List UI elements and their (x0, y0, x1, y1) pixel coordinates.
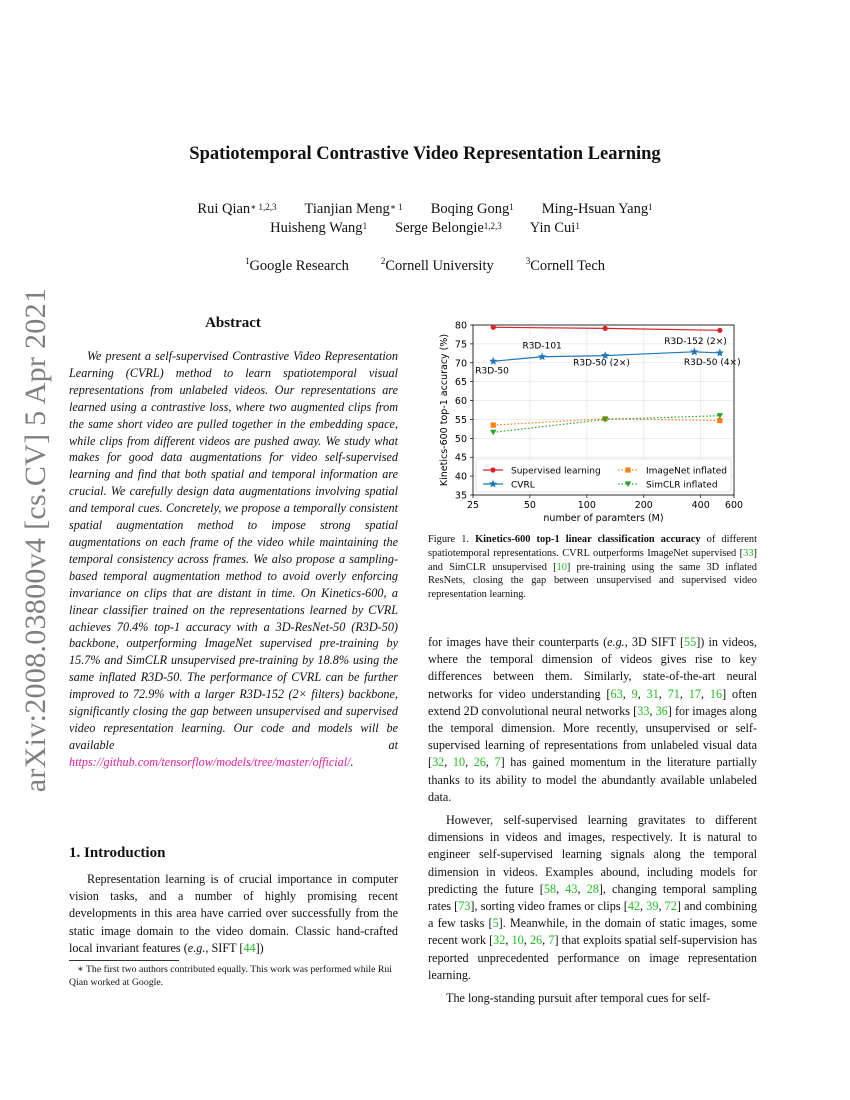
y-tick-label: 60 (454, 396, 467, 408)
paragraph-3: The long-standing pursuit after temporal cues for self- (446, 991, 711, 1006)
annotation-label: R3D-152 (2×) (664, 336, 727, 347)
data-point (717, 328, 722, 333)
caption-label: Figure 1. (428, 534, 469, 545)
row1-author-3: Ming-Hsuan Yang$^1$ (541, 201, 653, 217)
annotation-label: R3D-50 (4×) (683, 357, 741, 368)
paragraph-1: for images have their counterparts (e.g., 3D SIFT [55]) in videos, where the temporal dimension of videos gives rise to key differences between them. Similarly, state-of-the-art neural networks for video understanding [63, 9, 31, 71, 17, 16] often extend 2D convolutional neural networks [33, 36] for images along the temporal dimension. More recently, unsupervised or self-supervised learning of representations from unlabeled visual data [32, 10, 26, 7] has gained momentum in the literature partially thanks to its ability to model the abundantly available unlabeled data. (428, 635, 758, 804)
y-tick-label: 50 (454, 433, 467, 445)
abstract-text: We present a self-supervised Contrastive Video Representation Learning (CVRL) method to learn spatiotemporal visual representations from unlabeled videos. Our representations are learned using a contrastive loss, where two augmented clips from the same short video are pulled together in the embedding space, while clips from different videos are pushed away. We study what makes for good data augmentations for video self-supervised learning and find that both spatial and temporal information are crucial. We carefully design data augmentations involving spatial and temporal cues. Concretely, we propose a temporally consistent spatial augmentation method to impose strong spatial augmentations on each frame of the video while maintaining the temporal consistency across frames. We also propose a sampling-based temporal augmentation method to avoid overly enforcing invariance on clips that are distant in time. On Kinetics-600, a linear classifier trained on the representations learned by CVRL achieves 70.4% top-1 accuracy with a 3D-ResNet-50 (R3D-50) backbone, outperforming ImageNet supervised pre-training by 15.7% and SimCLR unsupervised pre-training by 18.8% using the same inflated R3D-50. The performance of CVRL can be further improved to 72.9% with a larger R3D-152 (2× filters) backbone, significantly closing the gap between unsupervised and supervised video representation learning. Our code and models will be available at (69, 349, 398, 752)
legend-marker (625, 467, 630, 472)
intro-heading: 1. Introduction (69, 845, 166, 861)
annotation-label: R3D-50 (475, 366, 509, 377)
x-tick-label: 200 (634, 500, 653, 511)
legend-label: ImageNet inflated (646, 466, 728, 477)
footnote: ∗ The first two authors contributed equally. This work was performed while Rui Qian worked at Google. (69, 964, 393, 988)
y-tick-label: 35 (454, 490, 467, 502)
data-point (603, 326, 608, 331)
row1-author-0: Rui Qian$^{∗ 1,2,3}$ (197, 201, 277, 217)
abstract-heading: Abstract (205, 315, 261, 331)
legend-label: Supervised learning (511, 466, 601, 477)
row2-author-0: Huisheng Wang$^1$ (270, 220, 368, 236)
row1-author-1: Tianjian Meng$^{∗ 1}$ (304, 201, 403, 217)
y-axis-label: Kinetics-600 top-1 accuracy (%) (439, 333, 450, 487)
affiliation-0: $^1$Google Research (244, 256, 349, 274)
right-column-text (428, 634, 757, 1007)
x-axis-label: number of paramters (M) (543, 513, 664, 524)
legend-marker (490, 467, 495, 472)
caption-text: of different spatiotemporal representations. CVRL outperforms ImageNet supervised [33] and SimCLR unsupervised [10] pre-training using the same 3D inflated ResNets, closing the gap between unsupervised and supervised video representation learning. (428, 534, 757, 601)
authors-row-2 (100, 218, 750, 238)
abstract-body: We present a self-supervised Contrastive Video Representation Learning (CVRL) method to learn spatiotemporal visual representations from unlabeled videos. Our representations are learned using a contrastive loss, where two augmented clips from the same short video are pulled together in the embedding space, while clips from different videos are pushed away. We study what makes for good data augmentations for video self-supervised learning and find that both spatial and temporal information are crucial. We carefully design data augmentations involving spatial and temporal cues. Concretely, we propose a temporally consistent spatial augmentation method to impose strong spatial augmentations on each frame of the video while maintaining the temporal consistency across frames. We also propose a sampling-based temporal augmentation method to avoid overly enforcing invariance on clips that are distant in time. On Kinetics-600, a linear classifier trained on the representations learned by CVRL achieves 70.4% top-1 accuracy with a 3D-ResNet-50 (R3D-50) backbone, outperforming ImageNet supervised pre-training by 15.7% and SimCLR unsupervised pre-training by 18.8% using the same inflated R3D-50. The performance of CVRL can be further improved to 72.9% with a larger R3D-152 (2× filters) backbone, significantly closing the gap between unsupervised and supervised video representation learning. Our code and models will be available at https://github.com/tensorflow/models/tree/master/official/. (69, 349, 398, 769)
data-point (491, 423, 496, 428)
affiliations (0, 258, 850, 275)
x-tick-label: 25 (466, 500, 480, 511)
arxiv-stamp: arXiv:2008.03800v4 [cs.CV] 5 Apr 2021 (19, 287, 52, 793)
affiliation-2: $^3$Cornell Tech (525, 256, 606, 274)
y-tick-label: 40 (454, 471, 467, 483)
legend-label: CVRL (511, 480, 535, 491)
caption-bold: Kinetics-600 top-1 linear classification accuracy (475, 534, 701, 545)
row2-author-2: Yin Cui$^1$ (529, 220, 580, 236)
chart-legend (476, 459, 731, 492)
y-tick-label: 65 (454, 377, 467, 389)
y-tick-label: 70 (454, 358, 467, 370)
code-link[interactable]: https://github.com/tensorflow/models/tree/master/official/ (69, 754, 351, 769)
x-tick-label: 400 (691, 500, 710, 511)
y-tick-label: 45 (454, 452, 467, 464)
intro-paragraph: Representation learning is of crucial importance in computer vision tasks, and a number of highly promising recent developments in this area have carried over successfully from the static image domain to the video domain. Classic hand-crafted local invariant features (e.g., SIFT [44]) (69, 872, 398, 955)
row1-author-2: Boqing Gong$^1$ (430, 201, 514, 217)
x-tick-label: 600 (724, 500, 744, 511)
y-tick-label: 55 (454, 414, 467, 426)
annotation-label: R3D-50 (2×) (573, 358, 630, 369)
y-tick-label: 75 (454, 339, 467, 351)
paragraph-2: However, self-supervised learning gravitates to different dimensions in videos and images, respectively. It is natural to engineer self-supervised learning signals along the temporal dimension in videos. Examples abound, including models for predicting the future [58, 43, 28], changing temporal sampling rates [73], sorting video frames or clips [42, 39, 72] and combining a few tasks [5]. Meanwhile, in the domain of static images, some recent work [32, 10, 26, 7] that exploits spatial self-supervision has reported unprecedented performance on image representation learning. (428, 813, 758, 982)
annotation-label: R3D-101 (522, 341, 562, 352)
row2-author-1: Serge Belongie$^{1,2,3}$ (395, 220, 502, 236)
data-point (717, 418, 722, 423)
accuracy-chart (428, 313, 758, 528)
x-tick-label: 50 (523, 500, 536, 511)
affiliation-1: $^2$Cornell University (380, 256, 494, 274)
authors-row-1 (100, 199, 750, 219)
figure-caption (428, 533, 757, 602)
footnote-rule (69, 960, 179, 961)
legend-label: SimCLR inflated (646, 480, 718, 491)
data-point (491, 325, 496, 330)
x-tick-label: 100 (577, 500, 596, 511)
y-tick-label: 80 (454, 320, 467, 332)
paper-title: Spatiotemporal Contrastive Video Representation Learning (189, 144, 661, 164)
